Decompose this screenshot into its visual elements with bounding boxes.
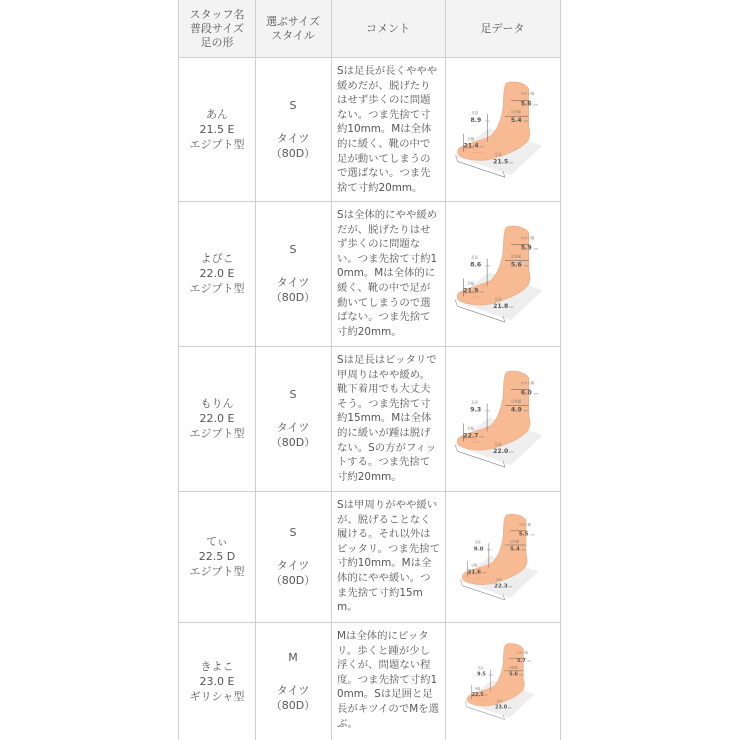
foot-diagram bbox=[449, 354, 557, 483]
length-label: 足長 bbox=[495, 152, 502, 157]
length-label: 足長 bbox=[496, 700, 503, 704]
length-unit: cm bbox=[507, 706, 512, 710]
header-usual-size: 普段サイズ bbox=[189, 21, 245, 35]
height-unit: cm bbox=[485, 263, 490, 268]
style-den: （80D） bbox=[270, 698, 316, 712]
foot-width-unit: cm bbox=[484, 693, 488, 697]
size-cell bbox=[255, 622, 331, 740]
staff-usual-size: 22.0 E bbox=[199, 412, 235, 425]
chosen-size: S bbox=[289, 388, 297, 401]
height-label: 足高 bbox=[471, 111, 479, 116]
heel-width-label: かかと幅 bbox=[518, 522, 531, 527]
height-label: 足高 bbox=[477, 667, 484, 671]
length-label: 足長 bbox=[495, 577, 502, 582]
style-den: （80D） bbox=[270, 436, 316, 449]
length-unit: cm bbox=[508, 160, 514, 165]
comment-text: Sは足長はピッタリで甲周りはやや緩め。靴下着用でも大丈夫そう。つま先捨て寸約15mm。Mは全体的に緩いが踵は脱げない。Sの方がフィットする。つま先捨て寸約20mm。 bbox=[337, 354, 437, 483]
heel-width-unit: cm bbox=[533, 102, 539, 107]
ankle-width-value: 4.9 bbox=[510, 406, 522, 414]
foot-diagram bbox=[449, 65, 557, 193]
foot-width-value: 22.5 bbox=[471, 691, 484, 698]
height-value: 9.5 bbox=[477, 671, 486, 678]
staff-cell bbox=[179, 622, 255, 740]
height-unit: cm bbox=[488, 673, 493, 677]
length-value: 22.0 bbox=[493, 448, 509, 456]
header-staff bbox=[179, 0, 255, 57]
foot-width-label: 足幅 bbox=[471, 563, 478, 568]
heel-width-value: 5.5 bbox=[518, 531, 529, 538]
heel-width-value: 6.0 bbox=[520, 389, 532, 397]
chosen-size: S bbox=[289, 243, 297, 256]
chosen-size: S bbox=[289, 526, 297, 539]
table-row bbox=[179, 201, 560, 347]
chosen-size: S bbox=[289, 98, 297, 112]
staff-usual-size: 21.5 E bbox=[199, 122, 235, 136]
staff-foot-shape: エジプト型 bbox=[189, 282, 245, 295]
ankle-width-unit: cm bbox=[523, 119, 529, 124]
length-value: 23.0 bbox=[495, 704, 508, 711]
length-unit: cm bbox=[508, 305, 514, 310]
ankle-width-value: 5.6 bbox=[510, 261, 522, 269]
length-value: 21.8 bbox=[493, 303, 509, 311]
heel-width-label: かかと幅 bbox=[517, 651, 528, 655]
foot-diagram bbox=[449, 499, 557, 614]
heel-width-unit: cm bbox=[533, 391, 539, 396]
ankle-width-label: 足首幅 bbox=[509, 666, 518, 670]
length-unit: cm bbox=[508, 450, 514, 455]
style-den: （80D） bbox=[270, 291, 316, 304]
ankle-width-unit: cm bbox=[523, 408, 529, 413]
style-den: （80D） bbox=[270, 574, 316, 587]
heel-width-unit: cm bbox=[533, 246, 539, 251]
table-header bbox=[179, 0, 560, 58]
heel-width-unit: cm bbox=[527, 660, 531, 664]
header-size bbox=[255, 0, 331, 57]
length-label: 足長 bbox=[495, 297, 502, 302]
ankle-width-value: 5.4 bbox=[510, 546, 520, 553]
header-comment: コメント bbox=[366, 21, 410, 35]
length-unit: cm bbox=[508, 585, 513, 589]
style-den: （80D） bbox=[270, 146, 316, 160]
heel-width-label: かかと幅 bbox=[520, 91, 535, 96]
foot-width-label: 足幅 bbox=[467, 426, 474, 431]
staff-cell bbox=[179, 201, 255, 346]
comment-text: Sは全体的にやや緩めだが、脱げたりはせず歩くのに問題ない。つま先捨て寸約10mm。Mは全体的に緩く、靴の中で足が動いてしまうので選ばない。つま先捨て寸約20mm。 bbox=[337, 209, 438, 338]
ankle-width-unit: cm bbox=[523, 263, 529, 268]
foot-width-unit: cm bbox=[479, 289, 484, 294]
height-label: 足高 bbox=[474, 540, 481, 545]
height-value: 9.0 bbox=[473, 546, 484, 553]
size-cell bbox=[255, 57, 331, 201]
foot-width-label: 足幅 bbox=[467, 136, 475, 141]
heel-width-value: 5.6 bbox=[520, 100, 532, 108]
staff-name: もりん bbox=[200, 397, 234, 410]
ankle-width-value: 5.4 bbox=[510, 117, 522, 125]
height-unit: cm bbox=[485, 119, 490, 124]
style-name: タイツ bbox=[276, 421, 310, 434]
header-chosen-size: 選ぶサイズ bbox=[265, 14, 321, 28]
staff-name: あん bbox=[206, 107, 228, 121]
header-staff-name: スタッフ名 bbox=[189, 7, 245, 21]
table-row bbox=[179, 57, 560, 202]
staff-fit-table bbox=[178, 0, 561, 740]
staff-name: よぴこ bbox=[200, 252, 234, 265]
style-name: タイツ bbox=[276, 683, 310, 697]
header-foot-shape: 足の形 bbox=[200, 35, 234, 49]
ankle-width-label: 足首幅 bbox=[510, 539, 520, 544]
height-label: 足高 bbox=[471, 400, 478, 405]
table-row bbox=[179, 491, 560, 623]
ankle-width-value: 5.6 bbox=[509, 671, 518, 678]
foot-diagram bbox=[449, 630, 557, 732]
staff-cell bbox=[179, 491, 255, 622]
ankle-width-unit: cm bbox=[521, 548, 526, 552]
height-label: 足高 bbox=[471, 255, 478, 260]
staff-cell bbox=[179, 346, 255, 491]
foot-width-value: 21.9 bbox=[463, 287, 479, 295]
staff-name: きよこ bbox=[200, 659, 234, 673]
foot-width-label: 足幅 bbox=[474, 687, 481, 691]
length-label: 足長 bbox=[495, 442, 502, 447]
ankle-width-label: 足首幅 bbox=[510, 254, 522, 259]
comment-text: Sは足長が長くややや緩めだが、脱げたりはせず歩くのに問題ない。つま先捨て寸約10mm。Mは全体的に緩く、靴の中で足が動いてしまうので選ばない。つま先捨て寸約20mm。 bbox=[337, 65, 438, 194]
height-unit: cm bbox=[487, 548, 492, 552]
size-cell bbox=[255, 491, 331, 622]
height-value: 9.3 bbox=[470, 406, 482, 414]
table-row bbox=[179, 346, 560, 492]
height-unit: cm bbox=[485, 408, 490, 413]
comment-text: Sは甲周りがやや緩いが、脱げることなく履ける。それ以外はピッタリ。つま先捨て寸約10mm。Mは全体的にやや緩い。つま先捨て寸約15mm。 bbox=[337, 499, 440, 614]
staff-usual-size: 22.0 E bbox=[199, 267, 235, 280]
length-value: 21.5 bbox=[493, 158, 509, 166]
foot-width-value: 22.7 bbox=[463, 432, 479, 440]
foot-width-value: 21.4 bbox=[463, 142, 479, 150]
staff-foot-shape: エジプト型 bbox=[189, 565, 245, 578]
chosen-size: M bbox=[288, 650, 298, 664]
staff-foot-shape: エジプト型 bbox=[189, 137, 245, 151]
height-value: 8.9 bbox=[470, 117, 482, 125]
foot-width-unit: cm bbox=[479, 144, 484, 149]
foot-width-label: 足幅 bbox=[467, 281, 474, 286]
foot-width-unit: cm bbox=[481, 571, 486, 575]
heel-width-value: 5.7 bbox=[517, 658, 526, 665]
ankle-width-unit: cm bbox=[519, 673, 524, 677]
style-name: タイツ bbox=[276, 131, 310, 145]
table-row bbox=[179, 622, 560, 740]
staff-foot-shape: ギリシャ型 bbox=[189, 689, 245, 703]
size-cell bbox=[255, 346, 331, 491]
staff-foot-shape: エジプト型 bbox=[189, 427, 245, 440]
heel-width-label: かかと幅 bbox=[520, 380, 535, 385]
foot-width-unit: cm bbox=[479, 434, 484, 439]
comment-text: Mは全体的にピッタリ。歩くと踵が少し浮くが、問題ない程度。つま先捨て寸約10mm。Sは足囲と足長がキツイのでMを選ぶ。 bbox=[337, 630, 439, 730]
style-name: タイツ bbox=[276, 276, 310, 289]
staff-cell bbox=[179, 57, 255, 201]
header-foot-data: 足データ bbox=[480, 21, 525, 35]
style-name: タイツ bbox=[276, 559, 310, 572]
size-cell bbox=[255, 201, 331, 346]
ankle-width-label: 足首幅 bbox=[510, 399, 522, 404]
staff-usual-size: 22.5 D bbox=[198, 550, 236, 563]
heel-width-unit: cm bbox=[530, 533, 535, 537]
header-style: スタイル bbox=[271, 28, 315, 42]
height-value: 8.6 bbox=[470, 261, 482, 269]
heel-width-value: 5.9 bbox=[520, 244, 532, 252]
ankle-width-label: 足首幅 bbox=[510, 110, 521, 115]
foot-diagram bbox=[449, 209, 557, 338]
length-value: 22.3 bbox=[494, 583, 508, 590]
heel-width-label: かかと幅 bbox=[520, 235, 535, 240]
staff-name: てぃ bbox=[206, 535, 228, 548]
foot-width-value: 21.6 bbox=[467, 569, 482, 576]
staff-usual-size: 23.0 E bbox=[199, 674, 235, 688]
